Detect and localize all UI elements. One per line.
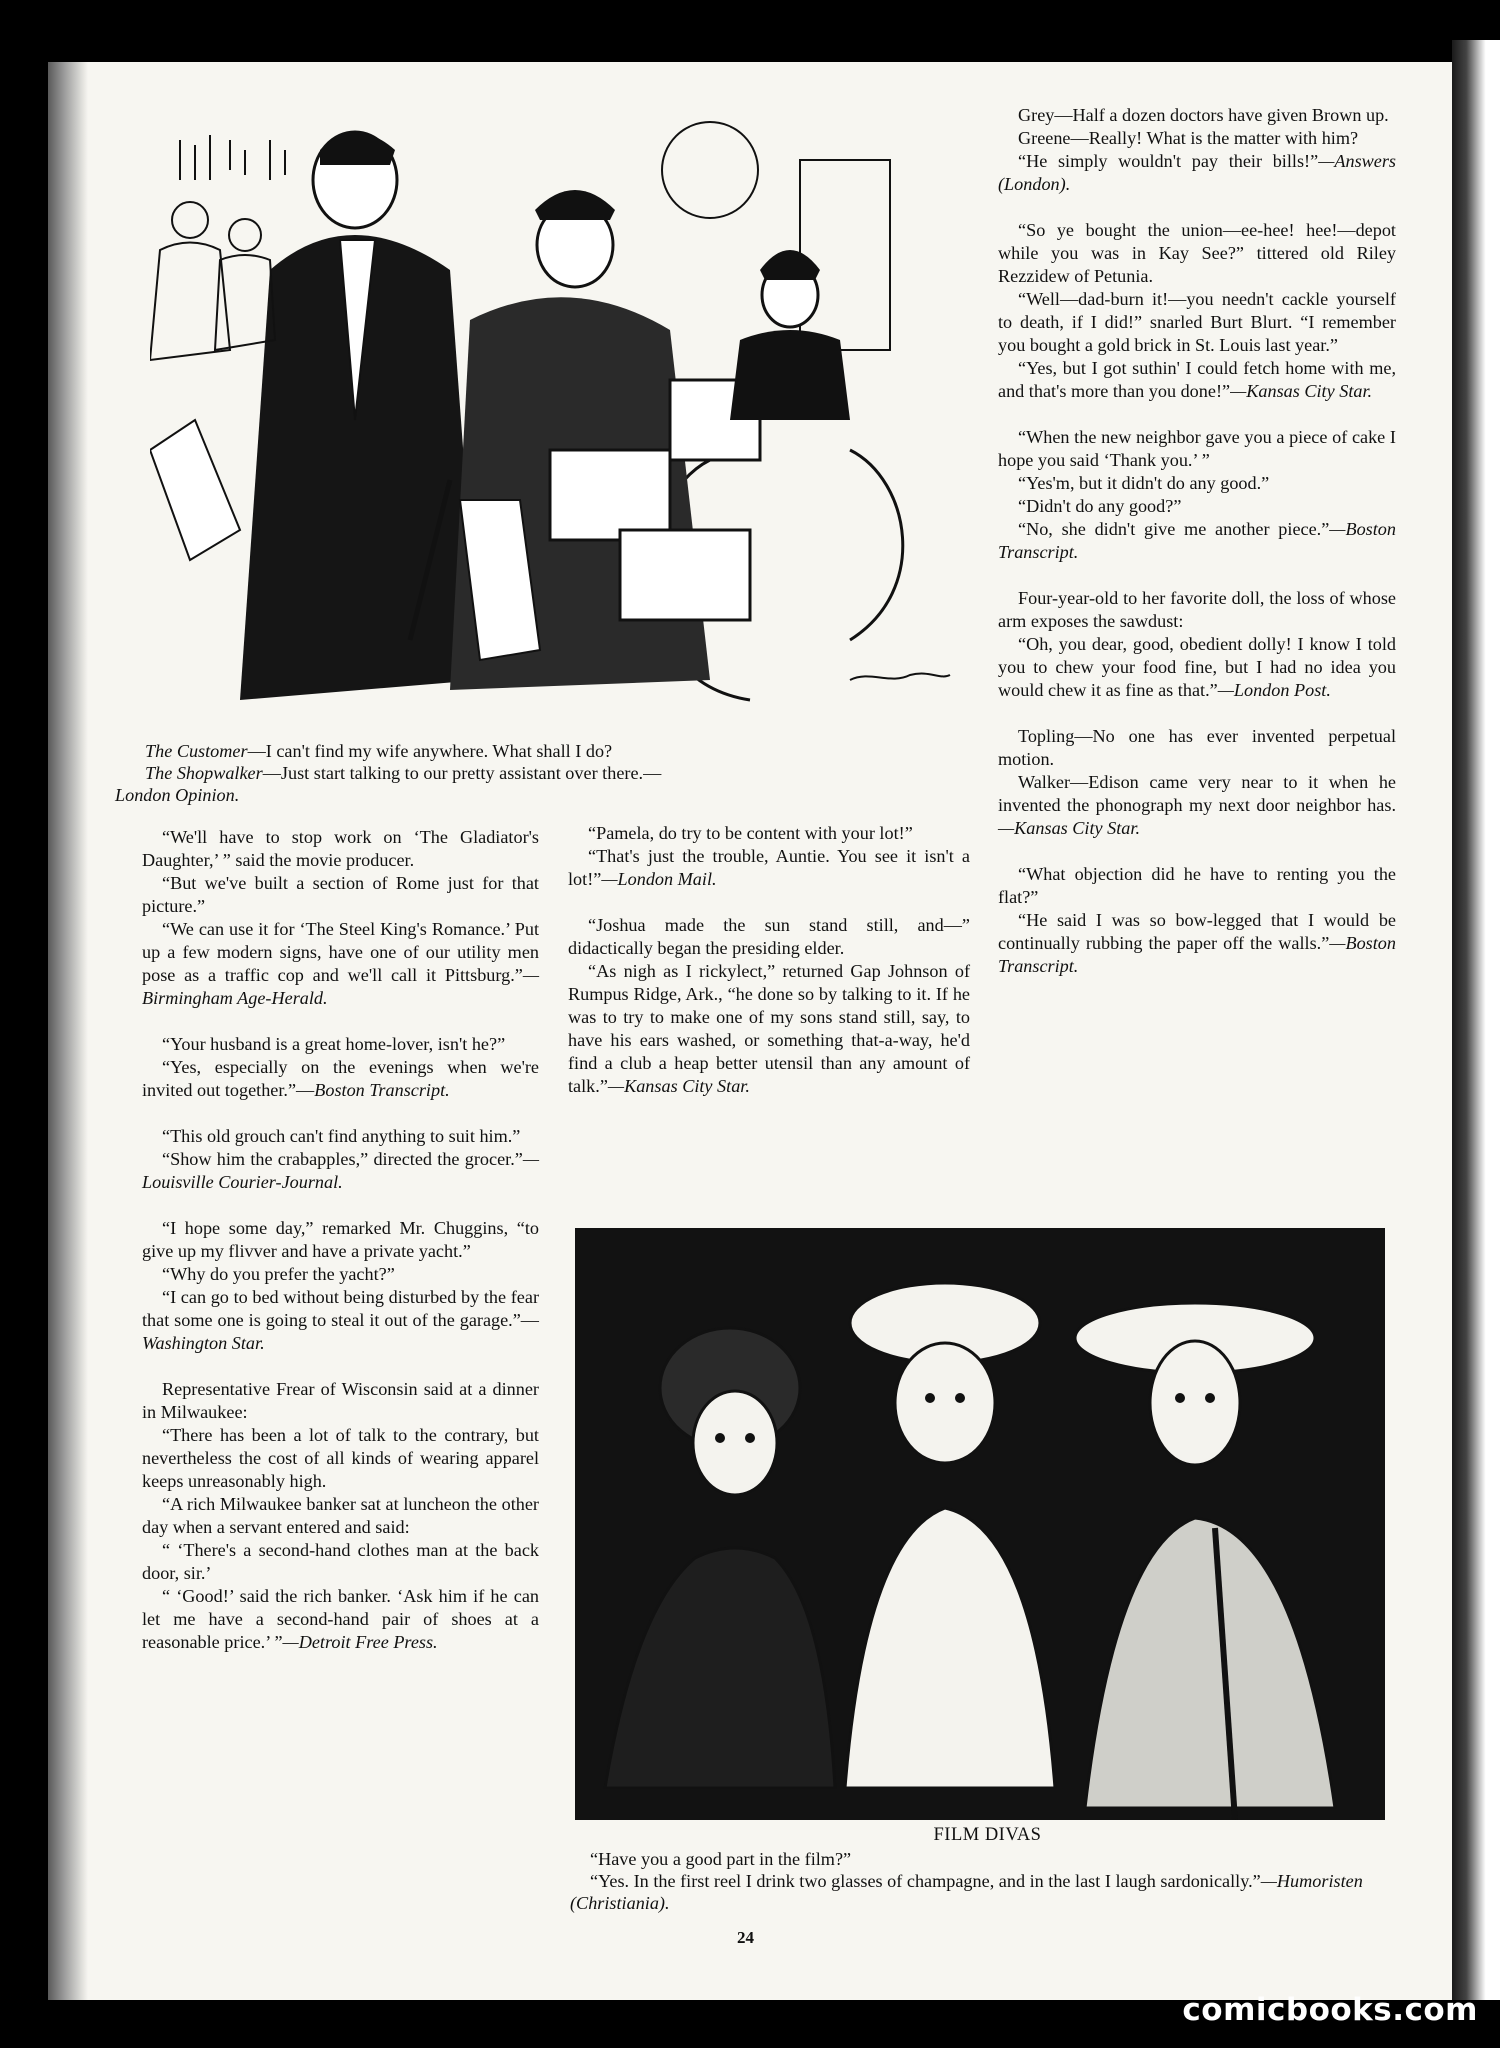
- joke-line: “But we've built a section of Rome just for that picture.”: [142, 873, 539, 916]
- joke-source: —Answers (London).: [998, 151, 1396, 194]
- joke-line: “Joshua made the sun stand still, and—” didactically began the presiding elder.: [568, 915, 970, 958]
- joke-line: “I hope some day,” remarked Mr. Chuggins, “to give up my flivver and have a private yacht.”: [142, 1218, 539, 1261]
- joke-line: “We'll have to stop work on ‘The Gladiator's Daughter,’ ” said the movie producer.: [142, 827, 539, 870]
- joke-line: “Oh, you dear, good, obedient dolly! I know I told you to chew your food fine, but I had no idea you would chew it as fine as that.”—London Post.: [998, 634, 1396, 700]
- film-divas-title: FILM DIVAS: [933, 1825, 1042, 1845]
- left-text-column: [142, 826, 539, 1654]
- film-divas-source: —Humoristen (Christiania).: [570, 1871, 1363, 1913]
- joke-line: Topling—No one has ever invented perpetual motion.: [998, 726, 1396, 769]
- joke-source: —Birmingham Age-Herald.: [142, 965, 539, 1008]
- joke-line: “So ye bought the union—ee-hee! hee!—depot while you was in Kay See?” tittered old Riley Rezzidew of Petunia.: [998, 220, 1396, 286]
- film-divas-illustration: [575, 1228, 1385, 1820]
- right-text-column: [998, 104, 1396, 978]
- page-binding-shadow: [48, 62, 88, 2000]
- joke-source: Washington Star.: [142, 1333, 265, 1353]
- page-number: 24: [737, 1928, 754, 1947]
- joke-source: —Louisville Courier-Journal.: [142, 1149, 539, 1192]
- joke-line: “He said I was so bow-legged that I would be continually rubbing the paper off the walls.”—Boston Transcript.: [998, 910, 1396, 976]
- joke-line: Walker—Edison came very near to it when he invented the phonograph my next door neighbor has.—Kansas City Star.: [998, 772, 1396, 838]
- next-page-edge: [1452, 40, 1500, 2000]
- joke-line: “This old grouch can't find anything to suit him.”: [162, 1126, 521, 1146]
- joke-line: “ ‘Good!’ said the rich banker. ‘Ask him if he can let me have a second-hand pair of shoes at a reasonable price.’ ”—Detroit Free Press.: [142, 1586, 539, 1652]
- film-divas-question: “Have you a good part in the film?”: [590, 1849, 852, 1869]
- caption-shopwalker-line: —Just start talking to our pretty assistant over there.—: [262, 763, 662, 783]
- joke-line: “There has been a lot of talk to the contrary, but nevertheless the cost of all kinds of wearing apparel keeps unreasonably high.: [142, 1425, 539, 1491]
- joke-line: “Yes, but I got suthin' I could fetch home with me, and that's more than you done!”—Kansas City Star.: [998, 358, 1396, 401]
- joke-line: Four-year-old to her favorite doll, the loss of whose arm exposes the sawdust:: [998, 588, 1396, 631]
- joke-line: Representative Frear of Wisconsin said at a dinner in Milwaukee:: [142, 1379, 539, 1422]
- joke-line: “I can go to bed without being disturbed by the fear that some one is going to steal it out of the garage.”—Washington Star.: [142, 1287, 539, 1353]
- joke-line: “Show him the crabapples,” directed the grocer.”—Louisville Courier-Journal.: [142, 1149, 539, 1192]
- site-watermark: comicbooks.com: [1182, 1992, 1478, 2028]
- joke-line: “We can use it for ‘The Steel King's Romance.’ Put up a few modern signs, have one of our utility men pose as a traffic cop and we'll call it Pittsburg.”—Birmingham Age-Herald.: [142, 919, 539, 1008]
- film-divas-answer: “Yes. In the first reel I drink two glasses of champagne, and in the last I laugh sardonically.”: [590, 1871, 1261, 1891]
- joke-line: “Well—dad-burn it!—you needn't cackle yourself to death, if I did!” snarled Burt Blurt. “I remember you bought a gold brick in St. Louis last year.”: [998, 289, 1396, 355]
- joke-line: Grey—Half a dozen doctors have given Brown up.: [1018, 105, 1389, 125]
- joke-line: “He simply wouldn't pay their bills!”—Answers (London).: [998, 151, 1396, 194]
- joke-line: “A rich Milwaukee banker sat at luncheon the other day when a servant entered and said:: [142, 1494, 539, 1537]
- film-divas-drawing: [575, 1228, 1385, 1820]
- cartoon-shop-illustration: [150, 120, 958, 730]
- joke-line: “Didn't do any good?”: [1018, 496, 1182, 516]
- joke-line: “When the new neighbor gave you a piece of cake I hope you said ‘Thank you.’ ”: [998, 427, 1396, 470]
- film-divas-caption: [570, 1824, 1385, 1914]
- joke-source: —Kansas City Star.: [1230, 381, 1373, 401]
- joke-line: “Yes, especially on the evenings when we're invited out together.”—Boston Transcript.: [142, 1057, 539, 1100]
- caption-source: London Opinion.: [115, 785, 240, 805]
- joke-line: “Why do you prefer the yacht?”: [162, 1264, 395, 1284]
- joke-line: “What objection did he have to renting you the flat?”: [998, 864, 1396, 907]
- cartoon-shop-caption: [115, 740, 955, 806]
- joke-line: “Pamela, do try to be content with your lot!”: [588, 823, 913, 843]
- shop-scene-drawing: [150, 120, 958, 730]
- caption-speaker-shopwalker: The Shopwalker: [145, 763, 263, 783]
- joke-source: —London Post.: [1217, 680, 1331, 700]
- joke-line: “That's just the trouble, Auntie. You see it isn't a lot!”—London Mail.: [568, 846, 970, 889]
- joke-source: —Detroit Free Press.: [282, 1632, 438, 1652]
- joke-source: —Kansas City Star.: [607, 1076, 750, 1096]
- joke-source: —London Mail.: [601, 869, 717, 889]
- joke-line: “Your husband is a great home-lover, isn't he?”: [162, 1034, 506, 1054]
- middle-text-column: [568, 822, 970, 1098]
- joke-line: “No, she didn't give me another piece.”—Boston Transcript.: [998, 519, 1396, 562]
- joke-line: “Yes'm, but it didn't do any good.”: [1018, 473, 1270, 493]
- caption-speaker-customer: The Customer: [145, 741, 248, 761]
- joke-line: “As nigh as I rickylect,” returned Gap Johnson of Rumpus Ridge, Ark., “he done so by talking to it. If he was to try to make one of my sons stand still, say, to have his ears washed, or something that-a-way, he'd find a club a heap better utensil than any amount of talk.”—Kansas City Star.: [568, 961, 970, 1096]
- joke-source: —Boston Transcript.: [998, 933, 1396, 976]
- caption-customer-line: —I can't find my wife anywhere. What shall I do?: [247, 741, 613, 761]
- joke-line: “ ‘There's a second-hand clothes man at the back door, sir.’: [142, 1540, 539, 1583]
- joke-source: Boston Transcript.: [314, 1080, 450, 1100]
- joke-source: —Boston Transcript.: [998, 519, 1396, 562]
- joke-source: —Kansas City Star.: [998, 818, 1140, 838]
- joke-line: Greene—Really! What is the matter with him?: [1018, 128, 1359, 148]
